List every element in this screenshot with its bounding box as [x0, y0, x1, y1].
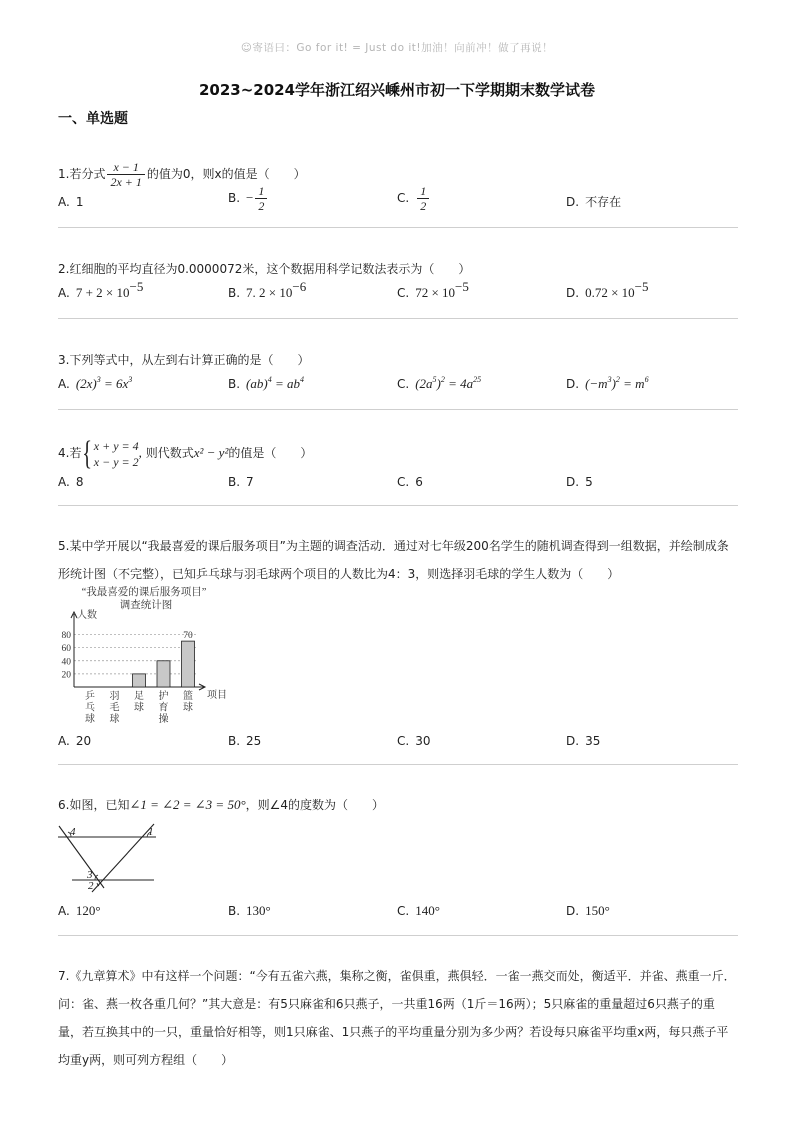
y-axis-label: 人数	[77, 610, 97, 621]
bar	[157, 661, 170, 687]
chart-subtitle: 调查统计图	[119, 600, 173, 611]
bar-chart	[56, 584, 246, 730]
q2-option-b[interactable]: B. 7. $2 \times 10^{-6}$	[228, 279, 307, 300]
question-3-options	[58, 374, 738, 398]
q6-option-c[interactable]: C. 140°	[397, 903, 440, 918]
q5-option-c[interactable]: C. 30	[397, 734, 431, 748]
transversal-left	[59, 826, 104, 888]
q2-option-c[interactable]: C. $72 \times 10^{-5}$	[397, 279, 469, 300]
divider	[58, 318, 738, 319]
question-2-options	[58, 279, 738, 307]
question-5	[58, 532, 738, 588]
brace: {	[82, 434, 93, 472]
y-tick-label: 20	[61, 670, 71, 681]
divider	[58, 764, 738, 765]
divider	[58, 409, 738, 410]
x-axis-label: 项目	[207, 690, 227, 701]
question-1	[58, 160, 738, 213]
x-tick-label: 篮球	[183, 691, 193, 714]
question-6-stem: 6.如图，已知∠1 = ∠2 = ∠3 = 50°，则∠4的度数为（ ）	[58, 797, 385, 812]
page-title: 2023~2024学年浙江绍兴嵊州市初一下学期期末数学试卷	[198, 81, 596, 99]
question-4-options	[58, 472, 738, 496]
q3-option-b[interactable]: B. $(ab)^4 = ab^4$	[228, 375, 304, 391]
x-tick-label: 护育操	[158, 691, 169, 725]
q1-numerator: x − 1	[107, 160, 144, 175]
q1-prefix: 1.若分式	[58, 167, 106, 181]
divider	[58, 227, 738, 228]
angle-label-3: 3	[87, 869, 93, 881]
chart-title: “我最喜爱的课后服务项目”	[81, 587, 207, 598]
q1-option-d[interactable]: D. 不存在	[566, 195, 622, 209]
divider	[58, 505, 738, 506]
q3-option-d[interactable]: D. $(-m^3)^2 = m^6$	[566, 375, 649, 391]
q1-denominator: 2x + 1	[110, 175, 142, 189]
angle-figure	[56, 822, 160, 894]
question-5-options	[58, 731, 738, 755]
q1-option-b-fraction: $\frac{1}{2}$	[255, 184, 267, 213]
angle-label-2: 2	[88, 880, 94, 892]
question-7	[58, 962, 738, 1074]
q4-option-b[interactable]: B. 7	[228, 475, 254, 489]
divider	[58, 935, 738, 936]
section-heading: 一、单选题	[58, 111, 128, 127]
q1-option-a[interactable]: A. 1	[58, 195, 84, 209]
motto-banner: ☺寄语曰：Go for it! = Just do it!加油！向前冲！做了再说！	[240, 42, 554, 54]
q4-option-d[interactable]: D. 5	[566, 475, 593, 489]
question-2	[58, 259, 738, 300]
q5-option-b[interactable]: B. 25	[228, 734, 262, 748]
x-tick-label: 乒乓球	[85, 691, 95, 725]
angle-label-1: 1	[148, 826, 154, 838]
question-3	[58, 350, 738, 391]
q4-option-a[interactable]: A. 8	[58, 475, 84, 489]
q3-option-c[interactable]: C. $(2a^5)^2 = 4a^{25}$	[397, 375, 482, 391]
question-2-stem: 2.红细胞的平均直径为0.0000072米，这个数据用科学记数法表示为（ ）	[58, 262, 471, 276]
q2-option-d[interactable]: D. $0.72 \times 10^{-5}$	[566, 279, 649, 300]
q1-fraction	[107, 160, 144, 189]
question-4	[58, 434, 738, 489]
question-4-stem: 4.若{ x + y = 4 x − y = 2 , 则代数式x² − y²的值是（ ）	[58, 434, 313, 472]
question-6	[58, 795, 738, 815]
question-1-options	[58, 184, 738, 216]
data-label: 70	[183, 631, 193, 642]
q5-option-a[interactable]: A. 20	[58, 734, 92, 748]
bar	[133, 674, 146, 687]
q1-option-c[interactable]: C. $\frac{1}{2}$	[397, 184, 431, 213]
y-tick-label: 60	[61, 644, 71, 655]
q6-option-d[interactable]: D. 150°	[566, 903, 610, 918]
q4-equation-system: x + y = 4 x − y = 2	[93, 438, 139, 469]
q6-option-b[interactable]: B. 130°	[228, 903, 271, 918]
x-tick-label: 足球	[134, 691, 144, 714]
transversal-right	[92, 824, 154, 892]
q3-option-a[interactable]: A. $(2x)^3 = 6x^3$	[58, 375, 133, 391]
q5-option-d[interactable]: D. 35	[566, 734, 601, 748]
q6-option-a[interactable]: A. 120°	[58, 903, 101, 918]
q2-option-a[interactable]: A. $7 + 2 \times 10^{-5}$	[58, 279, 144, 300]
bar	[182, 641, 195, 687]
y-tick-label: 80	[61, 631, 71, 642]
question-6-options	[58, 901, 738, 925]
q1-suffix: 的值为0，则x的值是（ ）	[146, 167, 306, 181]
question-3-stem: 3.下列等式中，从左到右计算正确的是（ ）	[58, 353, 310, 367]
angle-label-4: 4	[70, 826, 76, 838]
q1-option-c-fraction: $\frac{1}{2}$	[417, 184, 429, 213]
question-5-stem: 5.某中学开展以“我最喜爱的课后服务项目”为主题的调查活动．通过对七年级200名学生的随机调查得到一组数据，并绘制成条形统计图（不完整），已知乒乓球与羽毛球两个项目的人数比为4：3，则选择羽毛球的学生人数为（ ）	[58, 539, 729, 581]
y-tick-label: 40	[61, 657, 71, 668]
question-7-stem: 7.《九章算术》中有这样一个问题：“今有五雀六燕，集称之衡，雀俱重，燕俱轻．一雀一燕交而处，衡适平．并雀、燕重一斤．问：雀、燕一枚各重几何？”其大意是：有5只麻雀和6只燕子，一共重16两（1斤＝16两）；5只麻雀的重量超过6只燕子的重量，若互换其中的一只，重量恰好相等，则1只麻雀、1只燕子的平均重量分别为多少两？若设每只麻雀平均重x两，每只燕子平均重y两，则可列方程组（ ）	[58, 969, 736, 1067]
q4-option-c[interactable]: C. 6	[397, 475, 423, 489]
q1-option-b[interactable]: B. − $\frac{1}{2}$	[228, 184, 269, 213]
x-tick-label: 羽毛球	[109, 691, 120, 725]
